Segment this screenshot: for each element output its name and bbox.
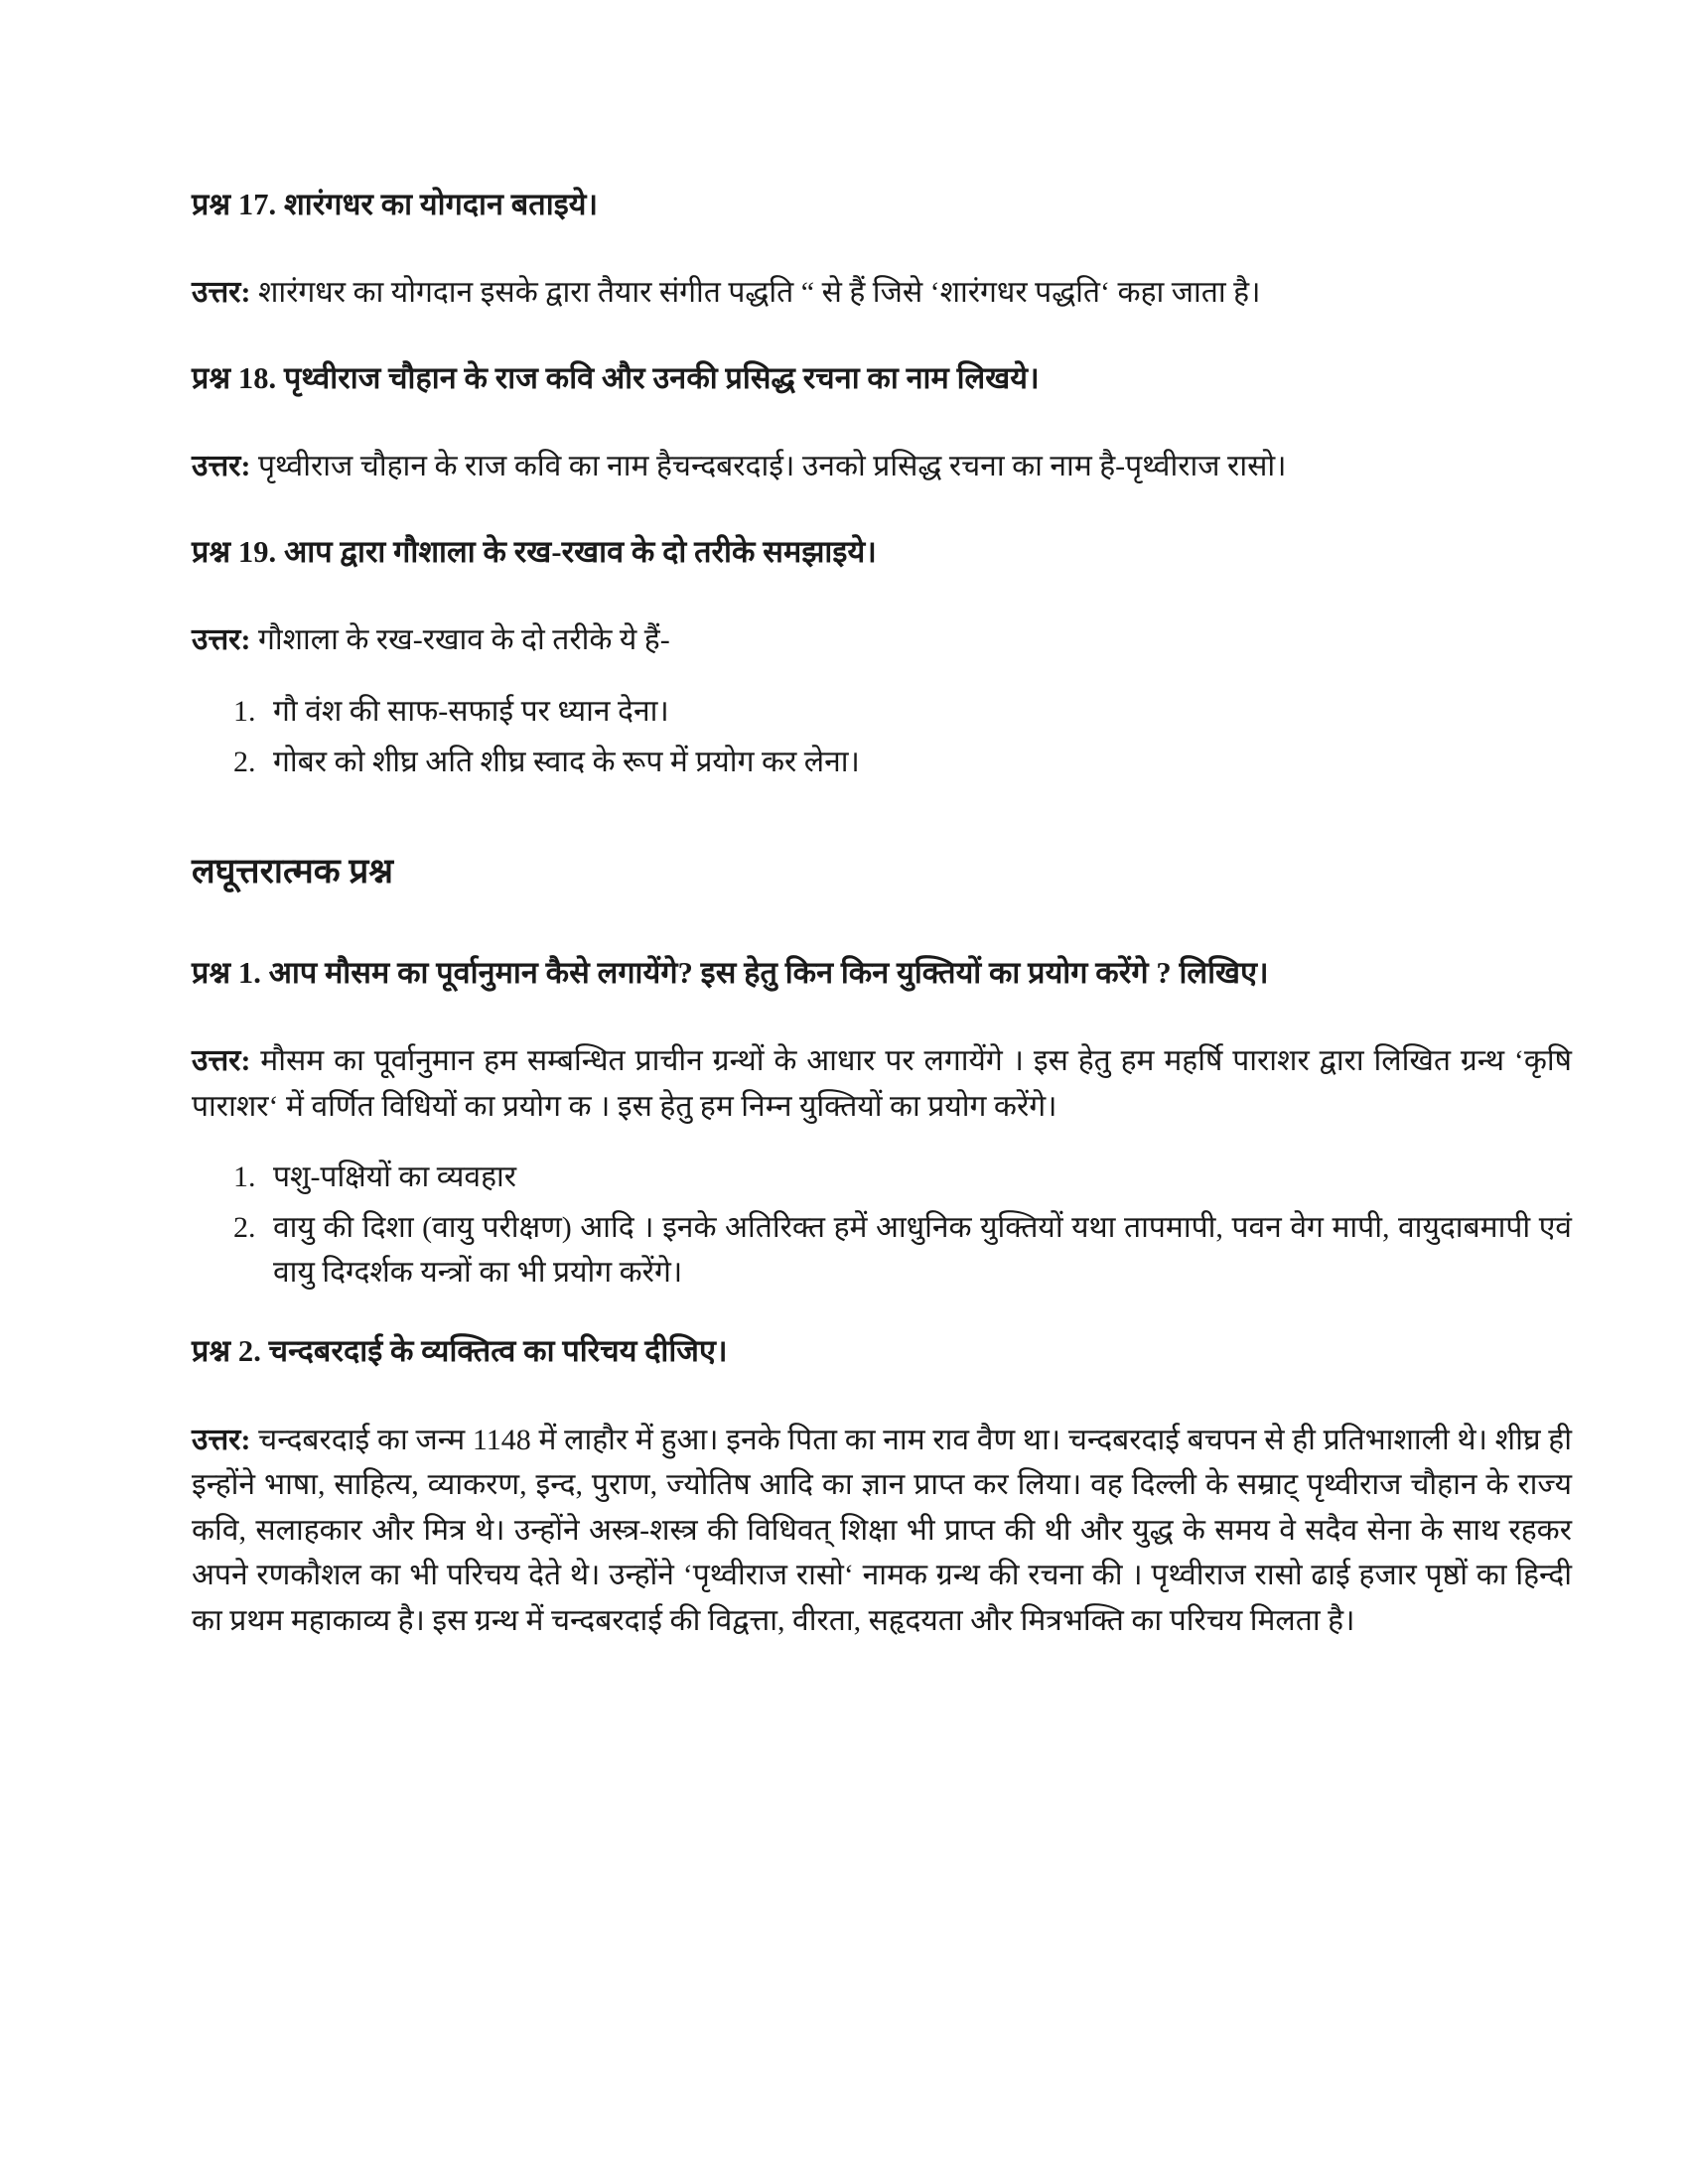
answer-paragraph-19 [192,617,1572,663]
spacer [192,489,1572,531]
spacer [192,316,1572,357]
page-content [192,184,1572,1644]
section-heading: लघूत्तरात्मक प्रश्न [192,851,394,890]
list-item: गौ वंश की साफ-सफाई पर ध्यान देना। [273,694,669,728]
spacer [192,1374,1572,1418]
spacer [192,790,1572,848]
spacer [192,663,1572,689]
list-item: गोबर को शीघ्र अति शीघ्र स्वाद के रूप में प्रयोग कर लेना। [273,745,860,778]
answer-paragraph-s1 [192,1038,1572,1129]
question-heading-17: प्रश्न 17. शारंगधर का योगदान बताइये। [192,188,599,221]
answer-text: गौशाला के रख-रखाव के दो तरीके ये हैं- [250,623,670,657]
answer-text: शारंगधर का योगदान इसके द्वारा तैयार संगीत पद्धति “ से हैं जिसे ‘शारंगधर पद्धति‘ कहा जाता है। [250,276,1261,310]
spacer [192,995,1572,1038]
answer-paragraph-s2 [192,1418,1572,1644]
answer-label: उत्तर: [192,623,251,657]
question-heading-s2: प्रश्न 2. चन्दबरदाई के व्यक्तित्व का परिचय दीजिए। [192,1334,728,1369]
answer-list-19 [192,689,1572,784]
answer-list-s1 [192,1155,1572,1295]
spacer [192,226,1572,270]
spacer [192,1129,1572,1155]
answer-label: उत्तर: [192,276,251,310]
answer-text: मौसम का पूर्वानुमान हम सम्बन्धित प्राचीन ग्रन्थों के आधार पर लगायेंगे । इस हेतु हम महर्षि पाराशर द्वारा लिखित ग्रन्थ ‘कृषि पाराशर‘ में वर्णित विधियों का प्रयोग क । इस हेतु हम निम्न युक्तियों का प्रयोग करेंगे। [192,1044,1572,1123]
answer-label: उत्तर: [192,1423,251,1456]
question-heading-s1: प्रश्न 1. आप मौसम का पूर्वानुमान कैसे लगायेंगे? इस हेतु किन किन युक्तियों का प्रयोग करेंगे ? लिखिए। [192,955,1269,990]
answer-text: चन्दबरदाई का जन्म 1148 में लाहौर में हुआ। इनके पिता का नाम राव वैण था। चन्दबरदाई बचपन से ही प्रतिभाशाली थे। शीघ्र ही इन्होंने भाषा, साहित्य, व्याकरण, इन्द, पुराण, ज्योतिष आदि का ज्ञान प्राप्त कर लिया। वह दिल्ली के सम्राट् पृथ्वीराज चौहान के राज्य कवि, सलाहकार और मित्र थे। उन्होंने अस्त्र-शस्त्र की विधिवत् शिक्षा भी प्राप्त की थी और युद्ध के समय वे सदैव सेना के साथ रहकर अपने रणकौशल का भी परिचय देते थे। उन्होंने ‘पृथ्वीराज रासो‘ नामक ग्रन्थ की रचना की । पृथ्वीराज रासो ढाई हजार पृष्ठों का हिन्दी का प्रथम महाकाव्य है। इस ग्रन्थ में चन्दबरदाई की विद्वत्ता, वीरता, सहृदयता और मित्रभक्ति का परिचय मिलता है। [192,1423,1572,1638]
answer-text: पृथ्वीराज चौहान के राज कवि का नाम हैचन्दबरदाई। उनको प्रसिद्ध रचना का नाम है-पृथ्वीराज रासो। [250,450,1287,483]
question-heading-19: प्रश्न 19. आप द्वारा गौशाला के रख-रखाव के दो तरीके समझाइये। [192,534,877,569]
spacer [192,1300,1572,1330]
answer-label: उत्तर: [192,450,251,483]
spacer [192,574,1572,617]
spacer [192,894,1572,952]
list-item: वायु की दिशा (वायु परीक्षण) आदि । इनके अतिरिक्त हमें आधुनिक युक्तियों यथा तापमापी, पवन वेग मापी, वायुदाबमापी एवं वायु दिग्दर्शक यन्त्रों का भी प्रयोग करेंगे। [273,1211,1572,1290]
list-item: पशु-पक्षियों का व्यवहार [273,1160,517,1194]
question-heading-18: प्रश्न 18. पृथ्वीराज चौहान के राज कवि और उनकी प्रसिद्ध रचना का नाम लिखये। [192,360,1040,395]
answer-paragraph-18 [192,444,1572,489]
answer-paragraph-17 [192,270,1572,316]
answer-label: उत्तर: [192,1044,251,1078]
spacer [192,400,1572,444]
